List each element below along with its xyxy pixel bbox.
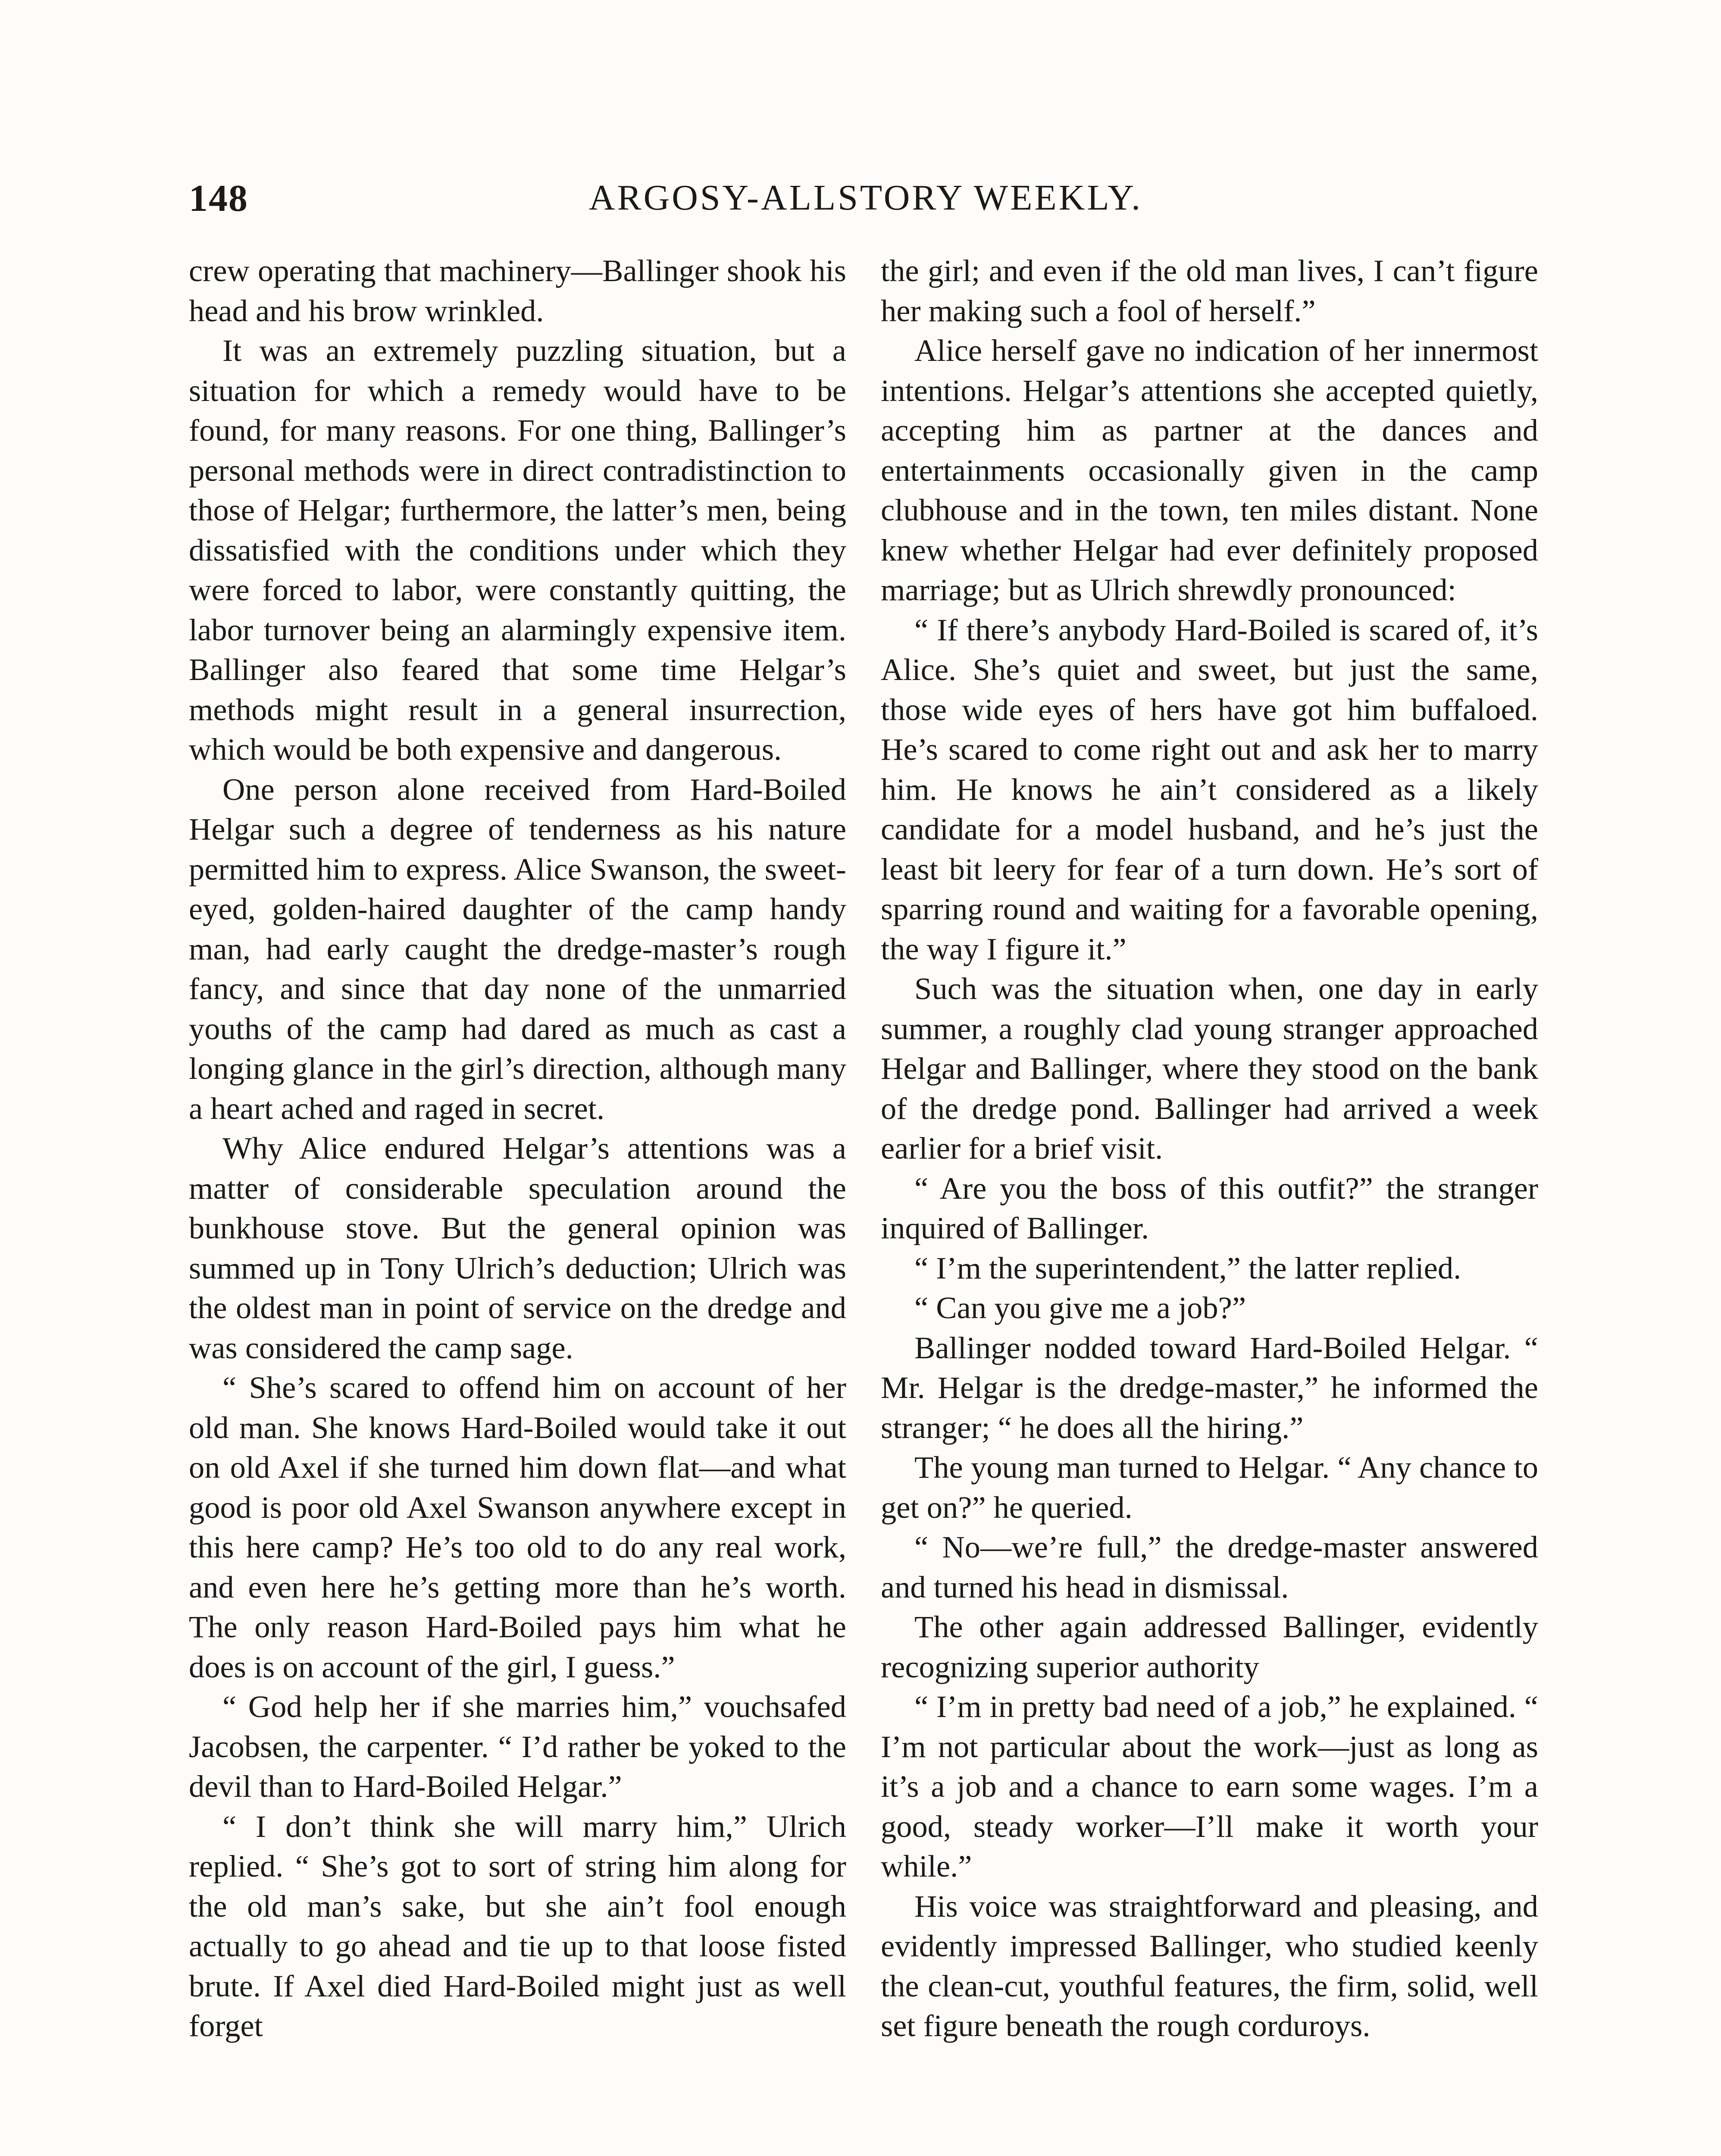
paragraph: Ballinger nodded toward Hard-Boiled Helgar. “ Mr. Helgar is the dredge-master,” he informed the stranger; “ he does all the hiring.” [881, 1330, 1538, 1445]
paragraph: “ I’m in pretty bad need of a job,” he explained. “ I’m not particular about the work—just as long as it’s a job and a chance to earn some wages. I’m a good, steady worker—I’ll make it worth your while.” [881, 1689, 1538, 1883]
paragraph: crew operating that machinery—Ballinger shook his head and his brow wrinkled. [189, 253, 846, 328]
paragraph: “ I’m the superintendent,” the latter replied. [914, 1250, 1461, 1285]
paragraph: Alice herself gave no indication of her innermost intentions. Helgar’s attentions she accepted quietly, accepting him as partner at the dances and entertainments occasionally given in the camp clubhouse and in the town, ten miles distant. None knew whether Helgar had ever definitely proposed marriage; but as Ulrich shrewdly pronounced: [881, 333, 1538, 607]
paragraph: “ God help her if she marries him,” vouchsafed Jacobsen, the carpenter. “ I’d rather be yoked to the devil than to Hard-Boiled Helgar.” [189, 1689, 846, 1804]
paragraph: It was an extremely puzzling situation, but a situation for which a remedy would have to be found, for many reasons. For one thing, Ballinger’s personal methods were in direct contradistinction to those of Helgar; furthermore, the latter’s men, being dissatisfied with the conditions under which they were forced to labor, were constantly quitting, the labor turnover being an alarmingly expensive item. Ballinger also feared that some time Helgar’s methods might result in a general insurrection, which would be both expensive and dangerous. [189, 333, 846, 767]
paragraph: The other again addressed Ballinger, evidently recognizing superior authority [881, 1609, 1538, 1684]
paragraph: Why Alice endured Helgar’s attentions was a matter of considerable speculation around the bunkhouse stove. But the general opinion was summed up in Tony Ulrich’s deduction; Ulrich was the oldest man in point of service on the dredge and was considered the camp sage. [189, 1131, 846, 1365]
paragraph: “ No—we’re full,” the dredge-master answered and turned his head in dismissal. [881, 1529, 1538, 1604]
page-number: 148 [189, 178, 248, 219]
running-head: ARGOSY-ALLSTORY WEEKLY. [588, 178, 1143, 218]
page-header [189, 177, 1543, 229]
left-column [189, 251, 846, 2046]
paragraph: One person alone received from Hard-Boiled Helgar such a degree of tenderness as his nature permitted him to express. Alice Swanson, the sweet-eyed, golden-haired daughter of the camp handy man, had early caught the dredge-master’s rough fancy, and since that day none of the unmarried youths of the camp had dared as much as cast a longing glance in the girl’s direction, although many a heart ached and raged in secret. [189, 771, 846, 1126]
paragraph: His voice was straightforward and pleasing, and evidently impressed Ballinger, who studied keenly the clean-cut, youthful features, the firm, solid, well set figure beneath the rough corduroys. [881, 1888, 1538, 2043]
paragraph: “ If there’s anybody Hard-Boiled is scared of, it’s Alice. She’s quiet and sweet, but just the same, those wide eyes of hers have got him buffaloed. He’s scared to come right out and ask her to marry him. He knows he ain’t considered as a likely candidate for a model husband, and he’s just the least bit leery for fear of a turn down. He’s sort of sparring round and waiting for a favorable opening, the way I figure it.” [881, 612, 1538, 966]
paragraph: Such was the situation when, one day in early summer, a roughly clad young stranger approached Helgar and Ballinger, where they stood on the bank of the dredge pond. Ballinger had arrived a week earlier for a brief visit. [881, 971, 1538, 1166]
paragraph: “ I don’t think she will marry him,” Ulrich replied. “ She’s got to sort of string him along for the old man’s sake, but she ain’t fool enough actually to go ahead and tie up to that loose fisted brute. If Axel died Hard-Boiled might just as well forget [189, 1808, 846, 2043]
paragraph: The young man turned to Helgar. “ Any chance to get on?” he queried. [881, 1450, 1538, 1525]
paragraph: “ She’s scared to offend him on account of her old man. She knows Hard-Boiled would take it out on old Axel if she turned him down flat—and what good is poor old Axel Swanson anywhere except in this here camp? He’s too old to do any real work, and even here he’s getting more than he’s worth. The only reason Hard-Boiled pays him what he does is on account of the girl, I guess.” [189, 1370, 846, 1684]
right-column [881, 251, 1538, 2046]
paragraph: “ Are you the boss of this outfit?” the stranger inquired of Ballinger. [881, 1170, 1538, 1245]
paragraph: the girl; and even if the old man lives, I can’t figure her making such a fool of herself.” [881, 253, 1538, 328]
paragraph: “ Can you give me a job?” [914, 1290, 1246, 1325]
